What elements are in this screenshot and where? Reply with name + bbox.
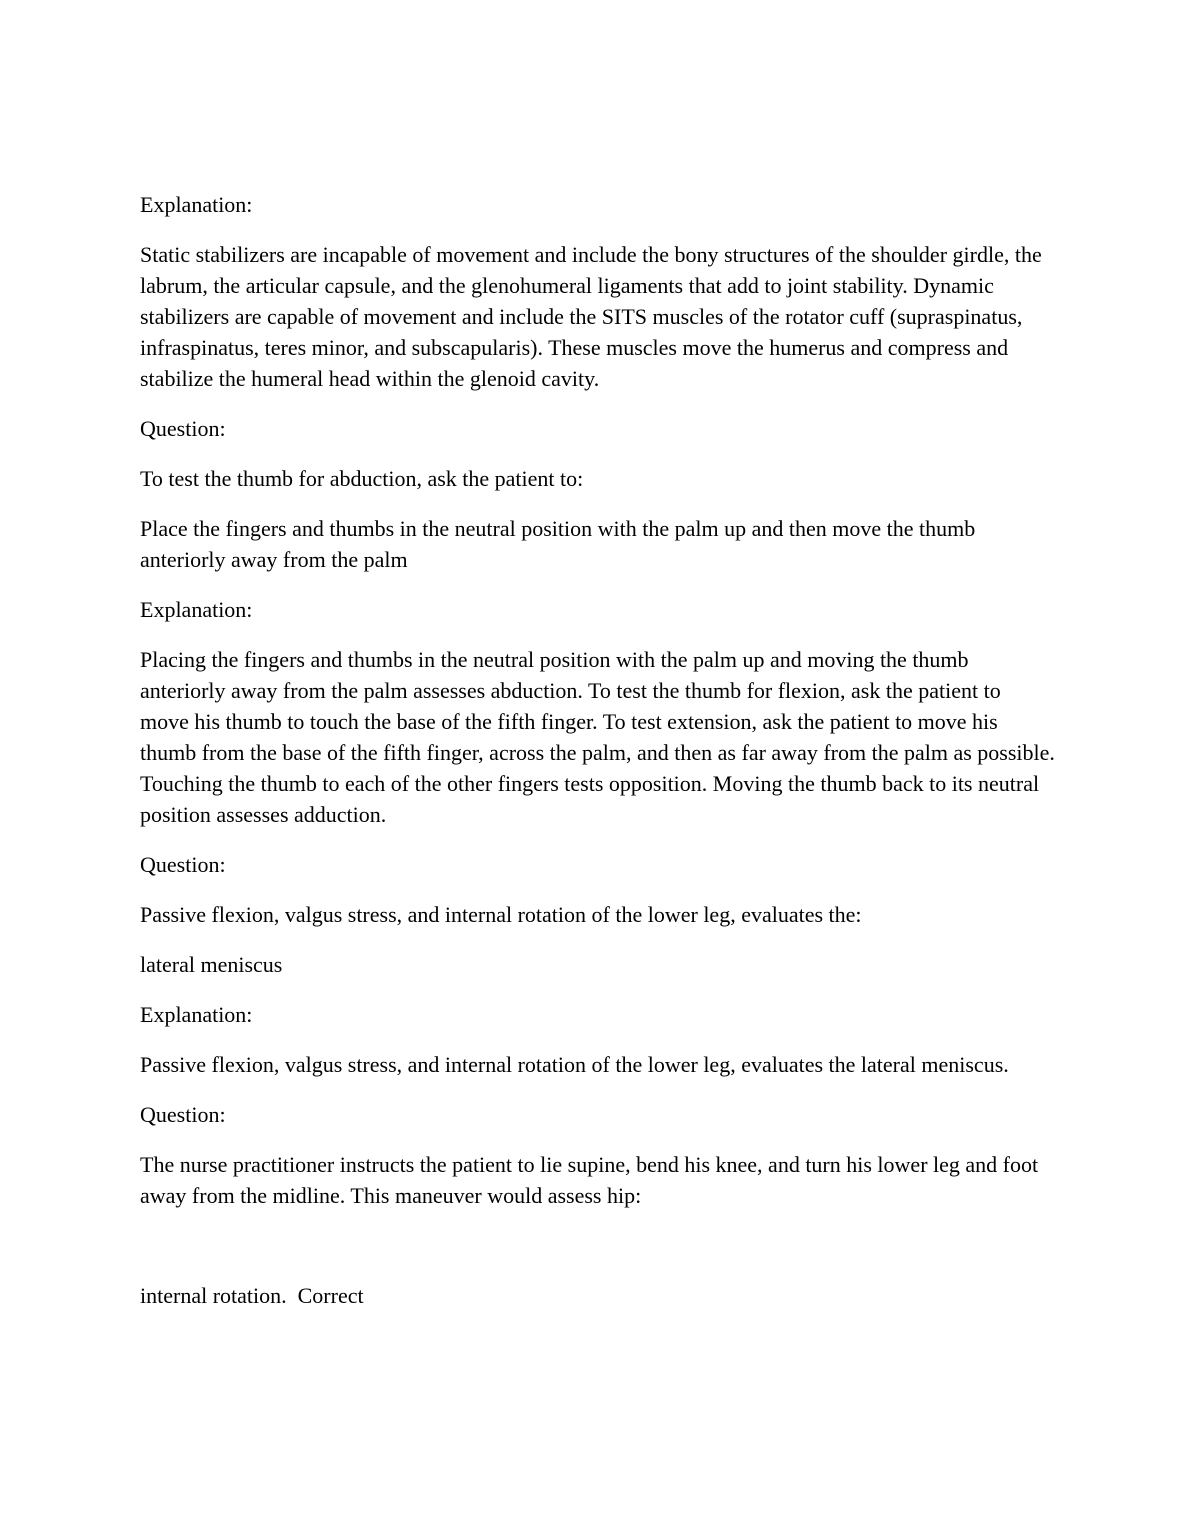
explanation-heading: Explanation:	[140, 1002, 253, 1027]
document-body	[140, 189, 1061, 1330]
explanation-heading: Explanation:	[140, 597, 253, 622]
question-heading: Question:	[140, 852, 226, 877]
question-text: The nurse practitioner instructs the patient to lie supine, bend his knee, and turn his lower leg and foot away from the midline. This maneuver would assess hip:	[140, 1152, 1044, 1208]
answer-text: internal rotation. Correct	[140, 1283, 364, 1308]
explanation-heading: Explanation:	[140, 192, 253, 217]
answer-text: Place the fingers and thumbs in the neutral position with the palm up and then move the thumb anteriorly away from the palm	[140, 516, 981, 572]
answer-text: lateral meniscus	[140, 952, 283, 977]
question-heading: Question:	[140, 1102, 226, 1127]
explanation-text: Static stabilizers are incapable of movement and include the bony structures of the shoulder girdle, the labrum, the articular capsule, and the glenohumeral ligaments that add to joint stability. Dynamic stabilizers are capable of movement and include the SITS muscles of the rotator cuff (supraspinatus, infraspinatus, teres minor, and subscapularis). These muscles move the humerus and compress and stabilize the humeral head within the glenoid cavity.	[140, 242, 1048, 391]
question-text: Passive flexion, valgus stress, and internal rotation of the lower leg, evaluates the:	[140, 902, 862, 927]
question-heading: Question:	[140, 416, 226, 441]
explanation-text: Passive flexion, valgus stress, and internal rotation of the lower leg, evaluates the lateral meniscus.	[140, 1052, 1009, 1077]
question-text: To test the thumb for abduction, ask the patient to:	[140, 466, 584, 491]
explanation-text: Placing the fingers and thumbs in the neutral position with the palm up and moving the thumb anteriorly away from the palm assesses abduction. To test the thumb for flexion, ask the patient to move his thumb to touch the base of the fifth finger. To test extension, ask the patient to move his thumb from the base of the fifth finger, across the palm, and then as far away from the palm as possible. Touching the thumb to each of the other fingers tests opposition. Moving the thumb back to its neutral position assesses adduction.	[140, 647, 1061, 827]
